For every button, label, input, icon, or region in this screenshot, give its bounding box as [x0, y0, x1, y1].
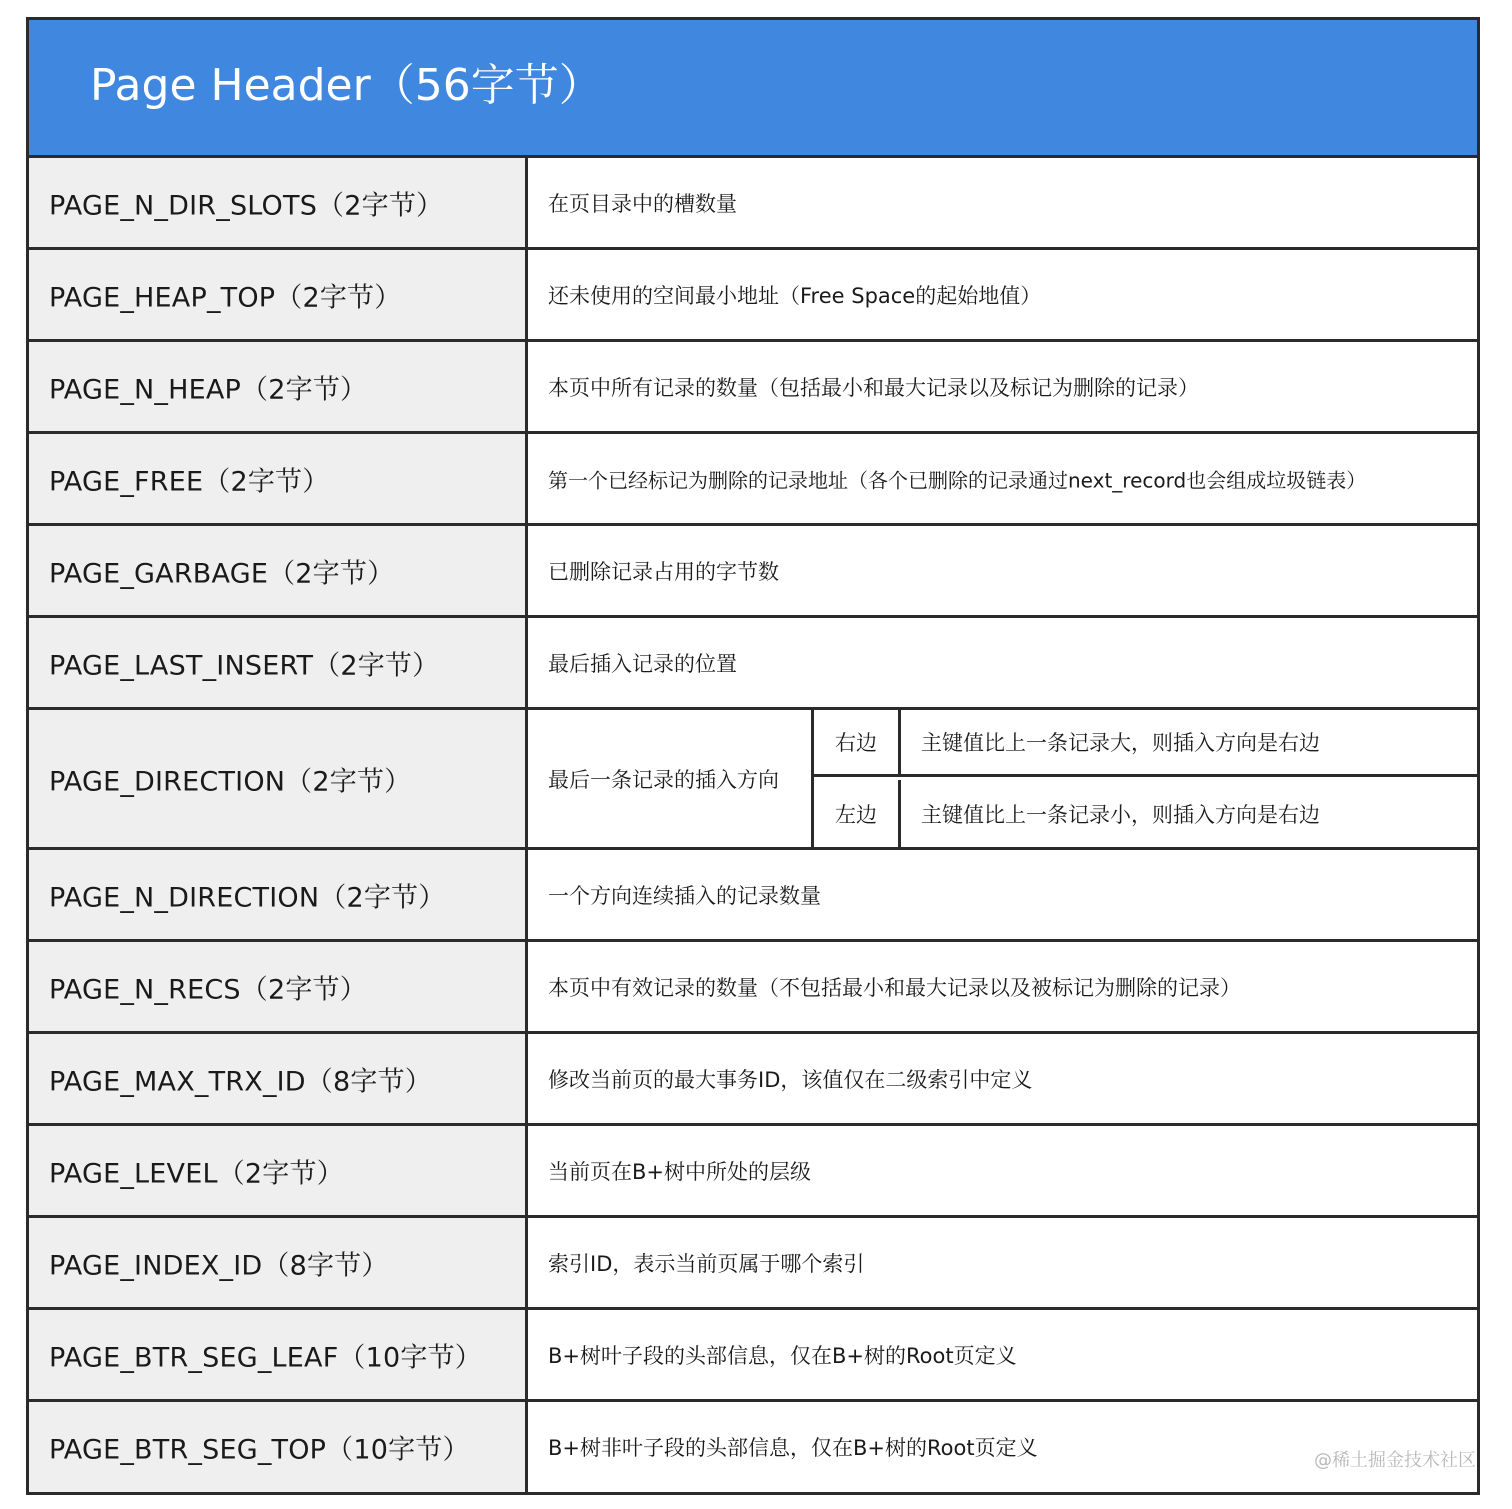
field-desc-cell: [528, 618, 1477, 707]
field-name-cell: [29, 526, 528, 615]
direction-sub-row: [814, 710, 1477, 777]
field-name: PAGE_N_DIR_SLOTS（2字节）: [49, 190, 444, 221]
field-name: PAGE_N_DIRECTION（2字节）: [49, 882, 446, 913]
direction-sub-table: [814, 710, 1477, 847]
table-title: Page Header（56字节）: [90, 60, 603, 111]
field-name-cell: [29, 434, 528, 523]
field-desc: 修改当前页的最大事务ID，该值仅在二级索引中定义: [548, 1067, 1033, 1092]
field-name: PAGE_N_RECS（2字节）: [49, 974, 367, 1005]
table-row: [29, 1218, 1477, 1310]
table-row: [29, 618, 1477, 710]
field-desc: 当前页在B+树中所处的层级: [548, 1159, 812, 1184]
direction-key: 左边: [835, 802, 877, 827]
table-row: [29, 158, 1477, 250]
field-desc: 还未使用的空间最小地址（Free Space的起始地值）: [548, 283, 1042, 308]
field-name: PAGE_GARBAGE（2字节）: [49, 558, 395, 589]
field-name-cell: [29, 1034, 528, 1123]
table-row: [29, 342, 1477, 434]
field-name-cell: [29, 1402, 528, 1492]
field-desc-cell: [528, 710, 1477, 847]
field-name-cell: [29, 250, 528, 339]
field-name: PAGE_BTR_SEG_LEAF（10字节）: [49, 1342, 482, 1373]
table-row: [29, 1126, 1477, 1218]
field-name-cell: [29, 618, 528, 707]
direction-key: 右边: [835, 731, 877, 755]
field-name: PAGE_BTR_SEG_TOP（10字节）: [49, 1434, 470, 1466]
direction-value: 主键值比上一条记录小，则插入方向是右边: [921, 802, 1320, 827]
direction-value: 主键值比上一条记录大，则插入方向是右边: [921, 731, 1320, 755]
field-name: PAGE_HEAP_TOP（2字节）: [49, 282, 402, 313]
field-desc: 本页中所有记录的数量（包括最小和最大记录以及标记为删除的记录）: [548, 375, 1199, 400]
field-desc: 一个方向连续插入的记录数量: [548, 883, 821, 908]
table-row: [29, 1034, 1477, 1126]
table-row: [29, 434, 1477, 526]
field-desc-cell: [528, 526, 1477, 615]
field-name-cell: [29, 1218, 528, 1307]
direction-value-cell: [901, 710, 1477, 774]
field-desc-cell: [528, 850, 1477, 939]
field-desc: 索引ID，表示当前页属于哪个索引: [548, 1251, 865, 1276]
field-desc-cell: [528, 1126, 1477, 1215]
field-name-cell: [29, 342, 528, 431]
field-desc: B+树非叶子段的头部信息，仅在B+树的Root页定义: [548, 1436, 1038, 1460]
table-row: [29, 850, 1477, 942]
direction-desc-cell: [528, 710, 814, 847]
table-row: [29, 1402, 1477, 1492]
page-header-table: [26, 17, 1480, 1495]
field-name: PAGE_LEVEL（2字节）: [49, 1158, 344, 1189]
field-desc: 在页目录中的槽数量: [548, 191, 737, 216]
field-name-cell: [29, 710, 528, 847]
table-row: [29, 526, 1477, 618]
field-desc: 最后插入记录的位置: [548, 651, 737, 676]
field-desc-cell: [528, 250, 1477, 339]
table-header: [29, 20, 1477, 158]
table-row: [29, 942, 1477, 1034]
field-name: PAGE_LAST_INSERT（2字节）: [49, 650, 440, 681]
field-name-cell: [29, 1310, 528, 1399]
field-desc: 已删除记录占用的字节数: [548, 559, 779, 584]
table-body: [29, 158, 1477, 1492]
field-name: PAGE_DIRECTION（2字节）: [49, 766, 412, 797]
direction-value-cell: [901, 780, 1477, 847]
field-desc-cell: [528, 434, 1477, 523]
field-name: PAGE_N_HEAP（2字节）: [49, 374, 368, 405]
field-name-cell: [29, 158, 528, 247]
field-desc-cell: [528, 1218, 1477, 1307]
field-desc-cell: [528, 1310, 1477, 1399]
field-name: PAGE_FREE（2字节）: [49, 466, 330, 497]
field-desc: 本页中有效记录的数量（不包括最小和最大记录以及被标记为删除的记录）: [548, 975, 1241, 1000]
watermark: @稀土掘金技术社区: [1314, 1450, 1476, 1471]
field-name-cell: [29, 1126, 528, 1215]
field-name-cell: [29, 942, 528, 1031]
field-desc: 第一个已经标记为删除的记录地址（各个已删除的记录通过next_record也会组成垃圾链表）: [548, 468, 1367, 492]
field-desc-cell: [528, 342, 1477, 431]
field-desc-cell: [528, 158, 1477, 247]
direction-sub-row: [814, 780, 1477, 847]
field-name: PAGE_INDEX_ID（8字节）: [49, 1250, 389, 1281]
field-desc-cell: [528, 1034, 1477, 1123]
field-desc: 最后一条记录的插入方向: [548, 767, 779, 792]
table-row-direction: [29, 710, 1477, 850]
field-name-cell: [29, 850, 528, 939]
field-desc: B+树叶子段的头部信息，仅在B+树的Root页定义: [548, 1343, 1017, 1368]
direction-key-cell: [814, 710, 901, 774]
direction-key-cell: [814, 780, 901, 847]
field-name: PAGE_MAX_TRX_ID（8字节）: [49, 1066, 432, 1097]
field-desc-cell: [528, 942, 1477, 1031]
table-row: [29, 1310, 1477, 1402]
table-row: [29, 250, 1477, 342]
